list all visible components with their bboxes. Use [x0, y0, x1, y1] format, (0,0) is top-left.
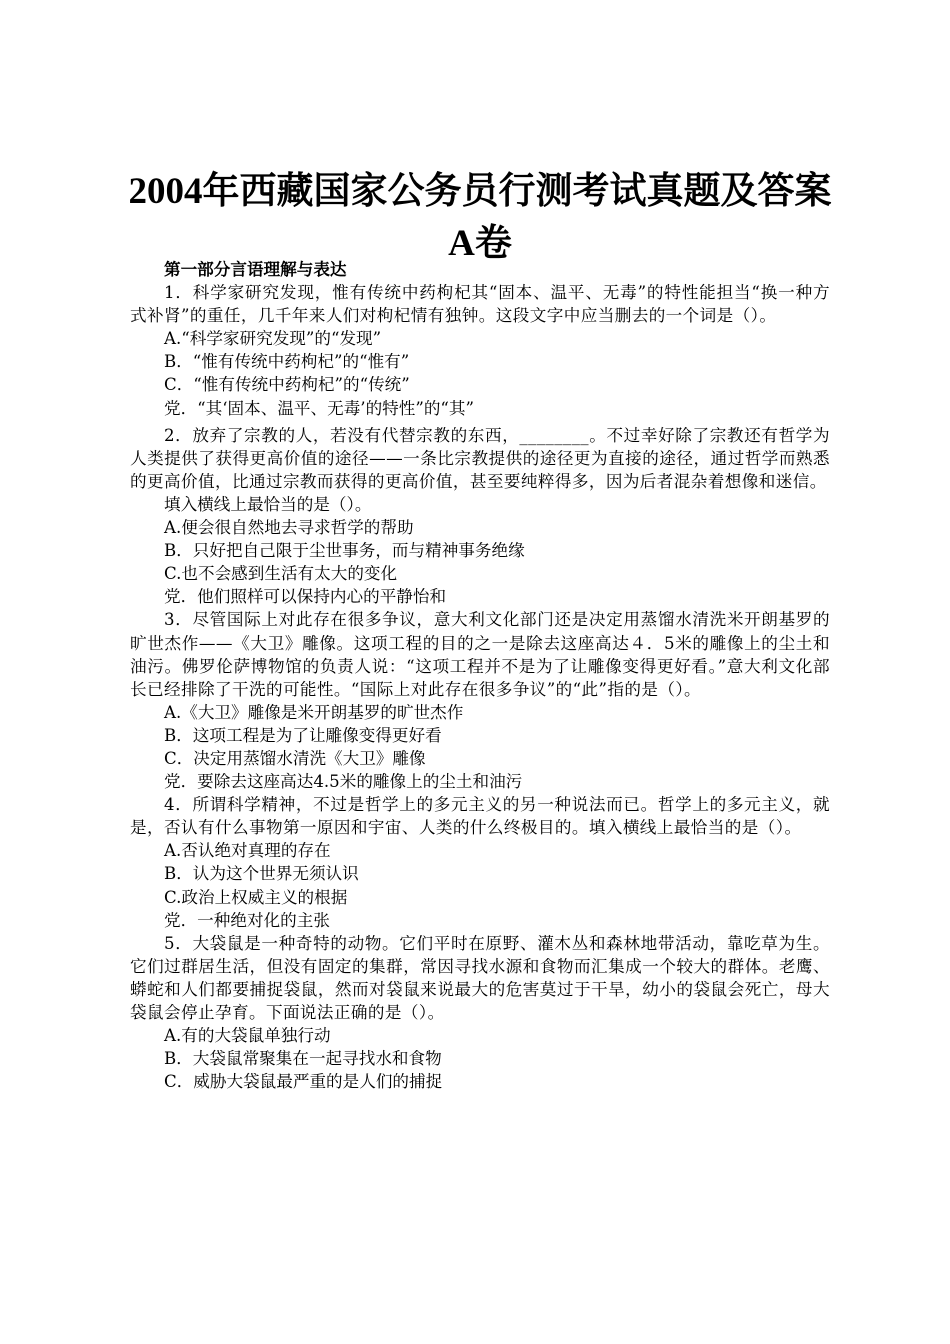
question-2 [130, 424, 830, 609]
option-c: C.也不会感到生活有太大的变化 [164, 564, 398, 584]
option-c: C.政治上权威主义的根据 [164, 887, 348, 907]
question-stem: 4．所谓科学精神，不过是哲学上的多元主义的另一种说法而已。哲学上的多元主义，就是，否认有什么事物第一原因和宇宙、人类的什么终极目的。填入横线上最恰当的是（）。 [130, 795, 830, 838]
option-b: B．“惟有传统中药枸杞”的“惟有” [164, 352, 410, 372]
option-d: 党．“其‘固本、温平、无毒’的特性”的“其” [164, 398, 474, 418]
document-title [120, 166, 840, 270]
option-c: C．决定用蒸馏水清洗《大卫》雕像 [164, 748, 426, 768]
option-b: B．大袋鼠常聚集在一起寻找水和食物 [164, 1049, 442, 1069]
section-heading: 第一部分言语理解与表达 [164, 259, 347, 279]
question-4 [130, 793, 830, 932]
option-b: B．这项工程是为了让雕像变得更好看 [164, 725, 442, 745]
question-stem: 5．大袋鼠是一种奇特的动物。它们平时在原野、灌木丛和森林地带活动，靠吃草为生。它们过群居生活，但没有固定的集群，常因寻找水源和食物而汇集成一个较大的群体。老鹰、蟒蛇和人们都要捕捉袋鼠，然而对袋鼠来说最大的危害莫过于干旱，幼小的袋鼠会死亡，母大袋鼠会停止孕育。下面说法正确的是（）。 [130, 933, 830, 1022]
option-a: A.否认绝对真理的存在 [164, 841, 331, 861]
question-3 [130, 608, 830, 793]
document-body [130, 258, 830, 1093]
question-stem: 1．科学家研究发现，惟有传统中药枸杞其“固本、温平、无毒”的特性能担当“换一种方式补肾”的重任，几千年来人们对枸杞情有独钟。这段文字中应当删去的一个词是（）。 [130, 283, 830, 326]
option-d: 党．一种绝对化的主张 [164, 910, 330, 930]
option-b: B．只好把自己限于尘世事务，而与精神事务绝缘 [164, 541, 525, 561]
option-d: 党．要除去这座高达4.5米的雕像上的尘土和油污 [164, 772, 523, 792]
title-line-1: 2004年西藏国家公务员行测考试真题及答案 [128, 171, 832, 212]
question-prompt: 填入横线上最恰当的是（）。 [164, 494, 372, 514]
option-a: A.便会很自然地去寻求哲学的帮助 [164, 518, 414, 538]
option-b: B．认为这个世界无须认识 [164, 864, 359, 884]
option-d: 党．他们照样可以保持内心的平静怡和 [164, 587, 447, 607]
option-c: C．“惟有传统中药枸杞”的“传统” [164, 375, 410, 395]
question-stem: 3．尽管国际上对此存在很多争议，意大利文化部门还是决定用蒸馏水清洗米开朗基罗的旷世杰作——《大卫》雕像。这项工程的目的之一是除去这座高达４．5米的雕像上的尘土和油污。佛罗伦萨博物馆的负责人说：“这项工程并不是为了让雕像变得更好看。”意大利文化部长已经排除了干洗的可能性。“国际上对此存在很多争议”的“此”指的是（）。 [130, 610, 830, 699]
question-5 [130, 932, 830, 1094]
option-a: A.“科学家研究发现”的“发现” [164, 329, 382, 349]
option-a: A.《大卫》雕像是米开朗基罗的旷世杰作 [164, 702, 464, 722]
option-a: A.有的大袋鼠单独行动 [164, 1026, 331, 1046]
option-c: C．威胁大袋鼠最严重的是人们的捕捉 [164, 1072, 443, 1092]
title-line-2: A卷 [448, 223, 512, 264]
question-1 [130, 281, 830, 420]
question-stem: 2．放弃了宗教的人，若没有代替宗教的东西，________。不过幸好除了宗教还有哲学为人类提供了获得更高价值的途径——一条比宗教提供的途径更为直接的途径，通过哲学而熟悉的更高价值，比通过宗教而获得的更高价值，甚至要纯粹得多，因为后者混杂着想像和迷信。 [130, 425, 830, 491]
